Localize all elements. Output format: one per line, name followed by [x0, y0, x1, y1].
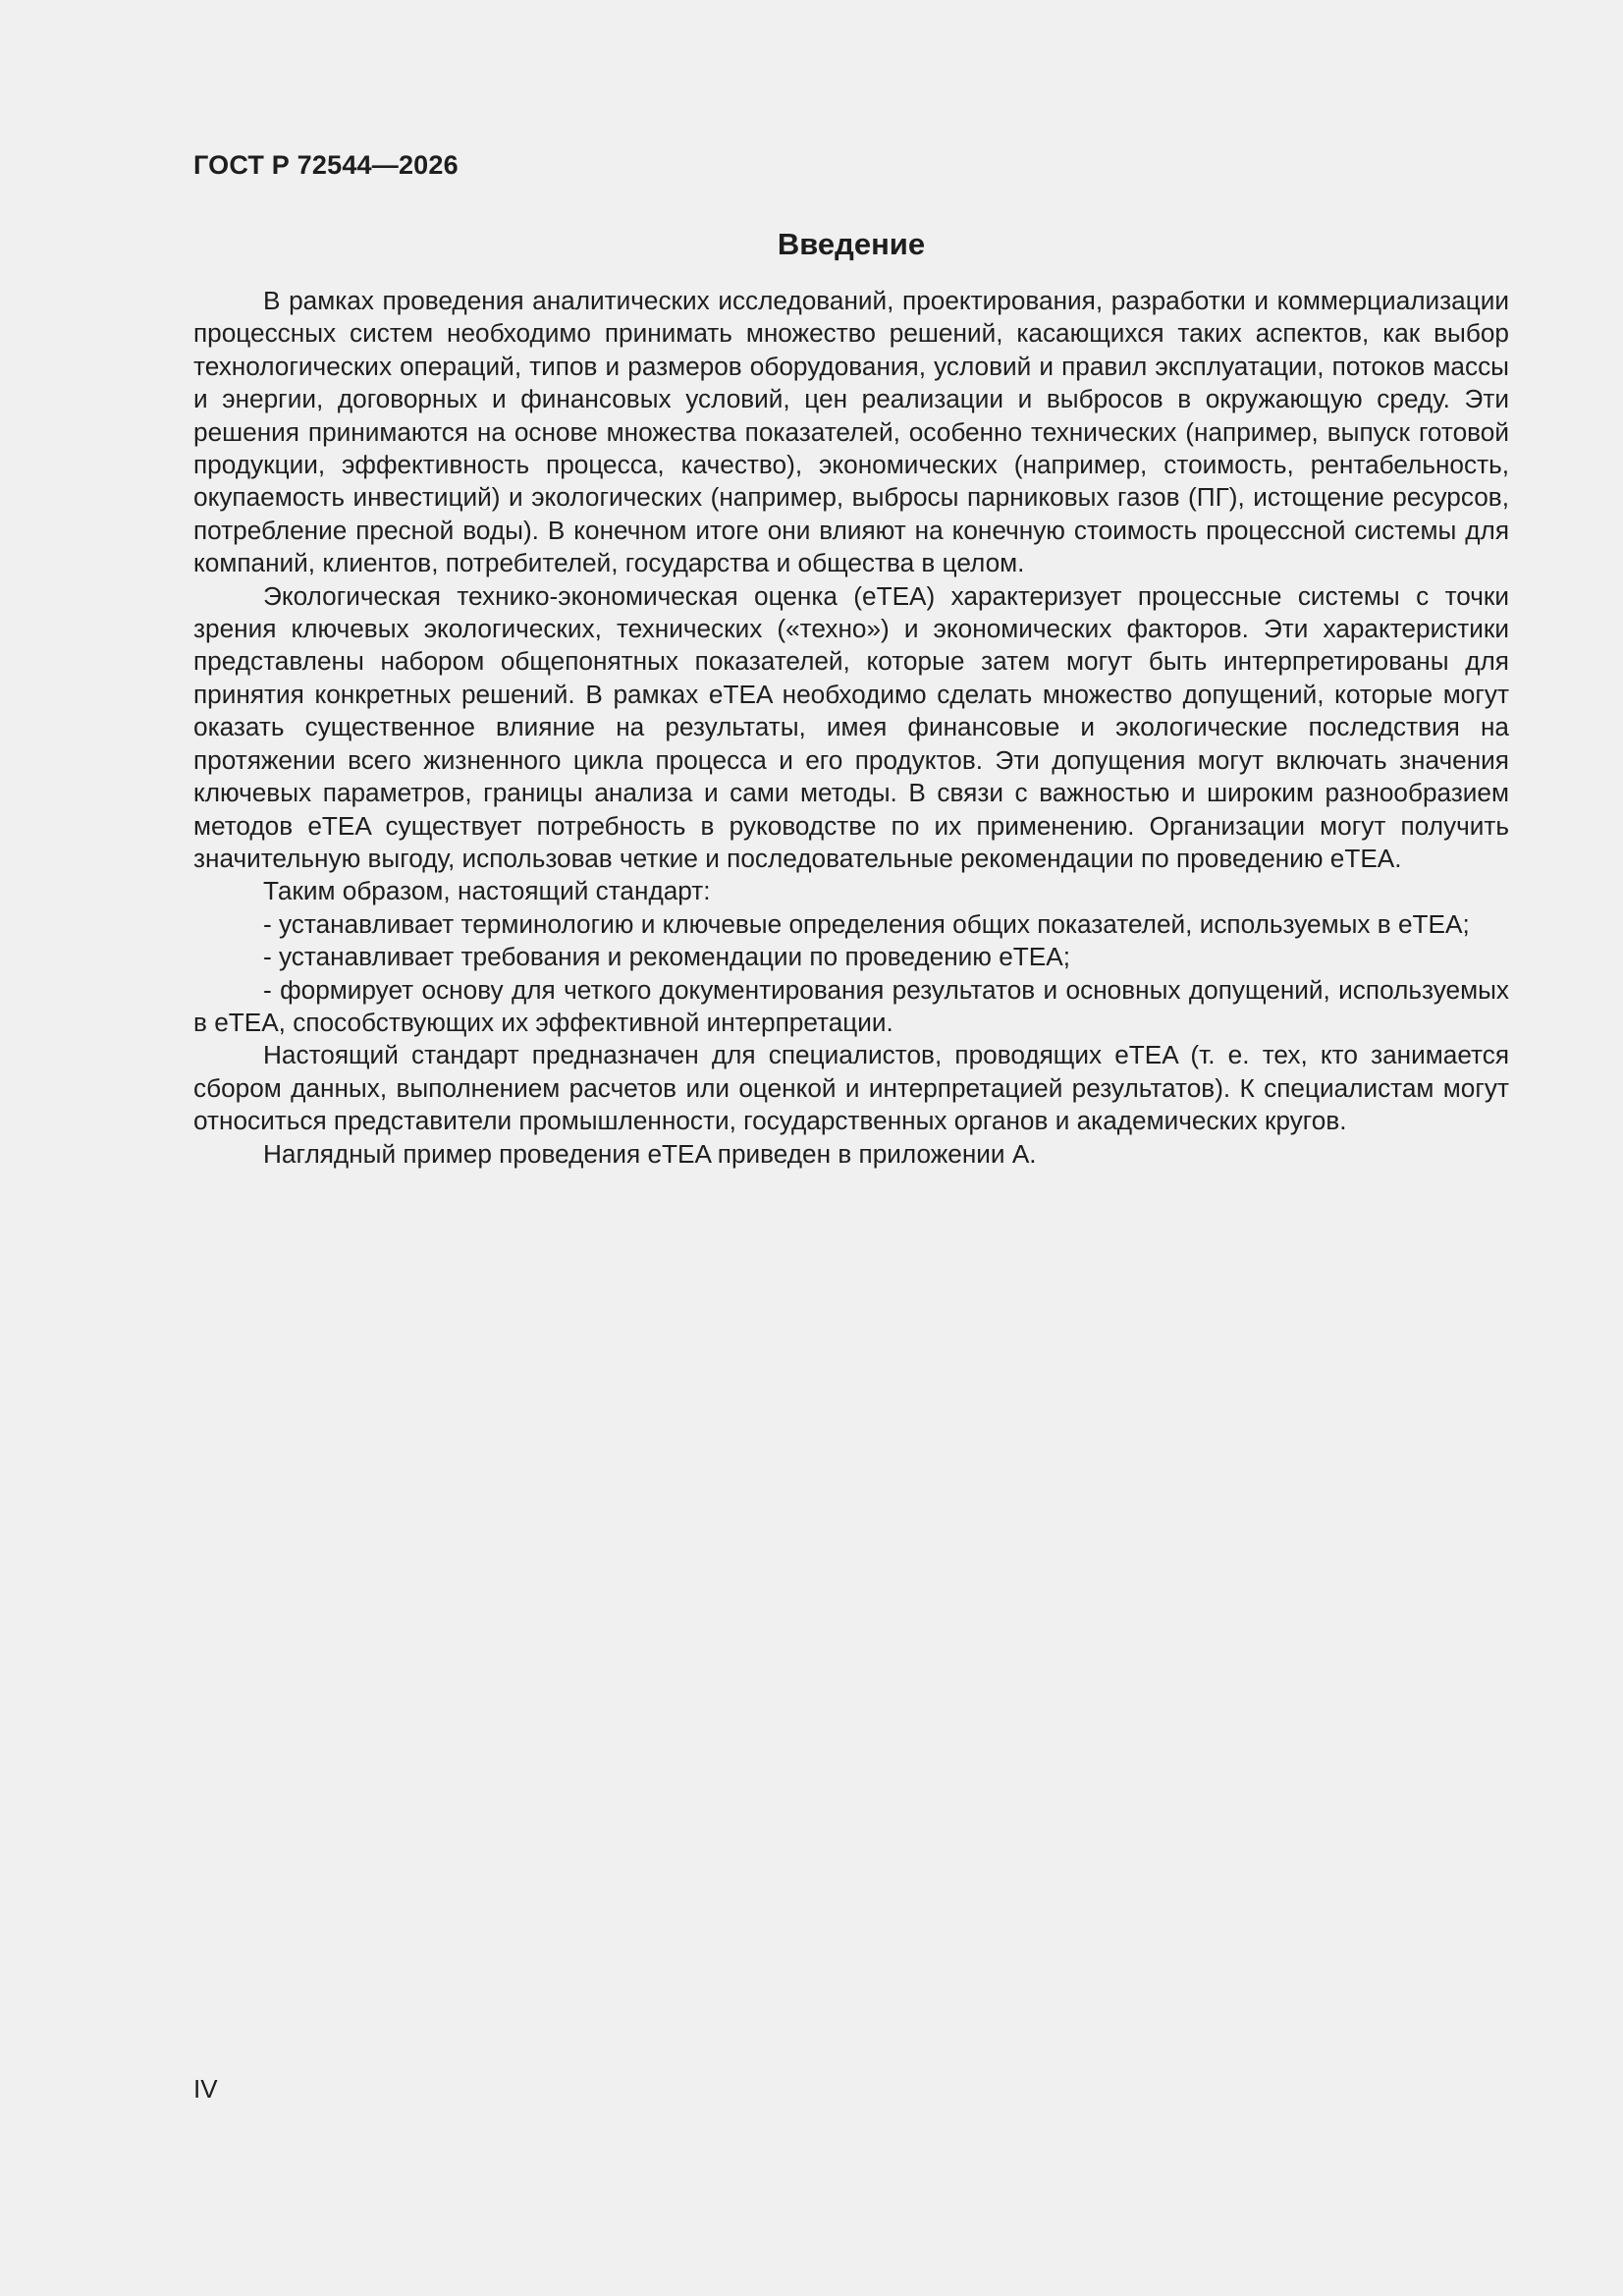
list-item-terminology: - устанавливает терминологию и ключевые определения общих показателей, используемых в eTEA;	[263, 908, 1470, 939]
list-item-requirements: - устанавливает требования и рекомендации по проведению eTEA;	[263, 942, 1070, 972]
body-text	[193, 285, 1509, 1171]
page-number: IV	[193, 2074, 218, 2104]
paragraph-etea-description: Экологическая технико-экономическая оценка (eTEA) характеризует процессные системы с точки зрения ключевых экологических, технических («техно») и экономических факторов. Эти характеристики представлены набором общепонятных показателей, которые затем могут быть интерпретированы для принятия конкретных решений. В рамках eTEA необходимо сделать множество допущений, которые могут оказать существенное влияние на результаты, имея финансовые и экологические последствия на протяжении всего жизненного цикла процесса и его продуктов. Эти допущения могут включать значения ключевых параметров, границы анализа и сами методы. В связи с важностью и широким разнообразием методов eTEA существует потребность в руководстве по их применению. Организации могут получить значительную выгоду, использовав четкие и последовательные рекомендации по проведению eTEA.	[193, 580, 1509, 873]
list-item-documentation: - формирует основу для четкого документирования результатов и основных допущений, используемых в eTEA, способствующих их эффективной интерпретации.	[193, 974, 1509, 1037]
document-code-header: ГОСТ Р 72544—2026	[193, 150, 459, 180]
section-title: Введение	[777, 227, 926, 261]
paragraph-standard-lead: Таким образом, настоящий стандарт:	[263, 876, 711, 906]
paragraph-intro: В рамках проведения аналитических исследований, проектирования, разработки и коммерциализации процессных систем необходимо принимать множество решений, касающихся таких аспектов, как выбор технологических операций, типов и размеров оборудования, условий и правил эксплуатации, потоков массы и энергии, договорных и финансовых условий, цен реализации и выбросов в окружающую среду. Эти решения принимаются на основе множества показателей, особенно технических (например, выпуск готовой продукции, эффективность процесса, качество), экономических (например, стоимость, рентабельность, окупаемость инвестиций) и экологических (например, выбросы парниковых газов (ПГ), истощение ресурсов, потребление пресной воды). В конечном итоге они влияют на конечную стоимость процессной системы для компаний, клиентов, потребителей, государства и общества в целом.	[193, 286, 1509, 578]
paragraph-audience: Настоящий стандарт предназначен для специалистов, проводящих eTEA (т. е. тех, кто занимается сбором данных, выполнением расчетов или оценкой и интерпретацией результатов). К специалистам могут относиться представители промышленности, государственных органов и академических кругов.	[193, 1040, 1509, 1136]
paragraph-example-reference: Наглядный пример проведения eTEA приведен в приложении А.	[263, 1138, 1037, 1169]
